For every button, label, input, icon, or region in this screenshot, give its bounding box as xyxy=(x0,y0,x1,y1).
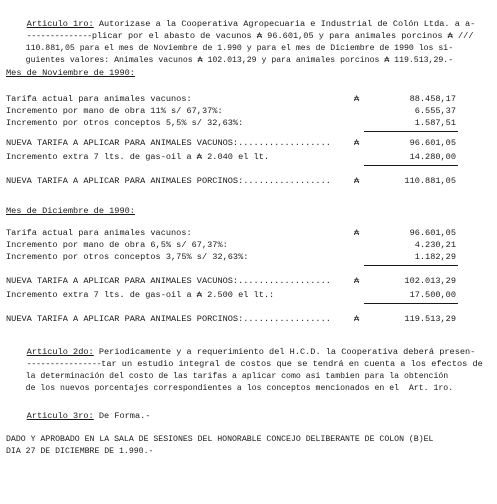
dic-row-label: Tarifa actual para animales vacunos: xyxy=(6,228,192,238)
art1-text-3: 110.881,05 para el mes de Noviembre de 1.990 y para el mes de Diciembre de 1990 los si- xyxy=(25,44,454,53)
nov-row-label: NUEVA TARIFA A APLICAR PARA ANIMALES PORCINOS:................. xyxy=(6,176,331,186)
nov-row-label: Tarifa actual para animales vacunos: xyxy=(6,94,192,104)
art3-heading: Articulo 3ro: xyxy=(26,411,94,421)
closing-line-2: DIA 27 DE DICIEMBRE DE 1.990.- xyxy=(6,447,154,456)
nov-total-rule xyxy=(364,165,458,166)
dic-row-value: 119.513,29 xyxy=(404,314,456,324)
nov-row-label: Incremento por mano de obra 11% s/ 67,37%: xyxy=(6,106,223,116)
dic-row-label: Incremento por otros conceptos 3,75% s/ 32,63%: xyxy=(6,252,249,262)
art2-text-3: la determinación del costo de las tarifas a aplicar como asi tambien para la obtención xyxy=(25,372,449,381)
nov-row-label: Incremento extra 7 lts. de gas-oil a ₳ 2.040 el lt. xyxy=(6,152,270,162)
nov-heading: Mes de Noviembre de 1990: xyxy=(6,68,135,78)
art3-text: De Forma.- xyxy=(98,411,151,421)
art2-text-2: tar un estudio integral de costos que se tendrá en cuenta a los efectos de xyxy=(101,359,483,369)
dic-row-sym: ₳ xyxy=(354,276,360,286)
art1-text-2: plicar por el abasto de vacunos ₳ 96.601,05 y para animales porcinos ₳ xyxy=(91,31,453,41)
art2-text-4: de los nuevos porcentajes correspondientes a los conceptos mencionados en el Art. 1ro. xyxy=(25,384,454,393)
art2-heading: Articulo 2do: xyxy=(26,347,94,357)
art3-line xyxy=(6,400,150,433)
closing-line-1: DADO Y APROBADO EN LA SALA DE SESIONES DEL HONORABLE CONCEJO DELIBERANTE DE COLON (B)EL xyxy=(6,435,434,444)
dic-row-value: 17.500,00 xyxy=(409,290,456,300)
dic-row-value: 4.230,21 xyxy=(414,240,456,250)
dic-row-sym: ₳ xyxy=(354,228,360,238)
dic-row-sym: ₳ xyxy=(354,314,360,324)
art1-text-1: Autorizase a la Cooperativa Agropecuaria e Industrial de Colón Ltda. a a- xyxy=(98,19,476,29)
nov-row-sym: ₳ xyxy=(354,176,360,186)
dic-row-label: Incremento extra 7 lts. de gas-oil a ₳ 2.500 el lt.: xyxy=(6,290,275,300)
dic-row-value: 96.601,05 xyxy=(409,228,456,238)
art1-text-4: guientes valores: Animales vacunos ₳ 102.013,29 y para animales porcinos ₳ 119.513,29.- xyxy=(25,56,454,65)
nov-row-value: 110.881,05 xyxy=(404,176,456,186)
nov-row-value: 1.587,51 xyxy=(414,118,456,128)
dic-row-value: 1.182,29 xyxy=(414,252,456,262)
nov-row-label: Incremento por otros conceptos 5,5% s/ 32,63%: xyxy=(6,118,244,128)
dic-subtotal-rule xyxy=(364,265,458,266)
art2-dash: ---------------- xyxy=(26,359,102,369)
nov-row-value: 88.458,17 xyxy=(409,94,456,104)
nov-subtotal-rule xyxy=(364,131,458,132)
dic-row-label: NUEVA TARIFA A APLICAR PARA ANIMALES VACUNOS:.................. xyxy=(6,276,331,286)
nov-row-label: NUEVA TARIFA A APLICAR PARA ANIMALES VACUNOS:.................. xyxy=(6,138,331,148)
nov-row-sym: ₳ xyxy=(354,138,360,148)
art1-mark: /// xyxy=(458,31,474,41)
dic-total-rule xyxy=(364,303,458,304)
art2-text-1: Periodicamente y a requerimiento del H.C.D. la Cooperativa deberá presen- xyxy=(98,347,476,357)
art1-dash: -------------- xyxy=(26,31,92,41)
dic-row-label: NUEVA TARIFA A APLICAR PARA ANIMALES PORCINOS:................. xyxy=(6,314,331,324)
dic-row-label: Incremento por mano de obra 6,5% s/ 67,37%: xyxy=(6,240,228,250)
nov-row-value: 6.555,37 xyxy=(414,106,456,116)
dic-row-value: 102.013,29 xyxy=(404,276,456,286)
nov-row-value: 14.280,00 xyxy=(409,152,456,162)
dic-heading: Mes de Diciembre de 1990: xyxy=(6,206,135,216)
nov-row-sym: ₳ xyxy=(354,94,360,104)
art1-heading: Articulo 1ro: xyxy=(26,19,94,29)
nov-row-value: 96.601,05 xyxy=(409,138,456,148)
